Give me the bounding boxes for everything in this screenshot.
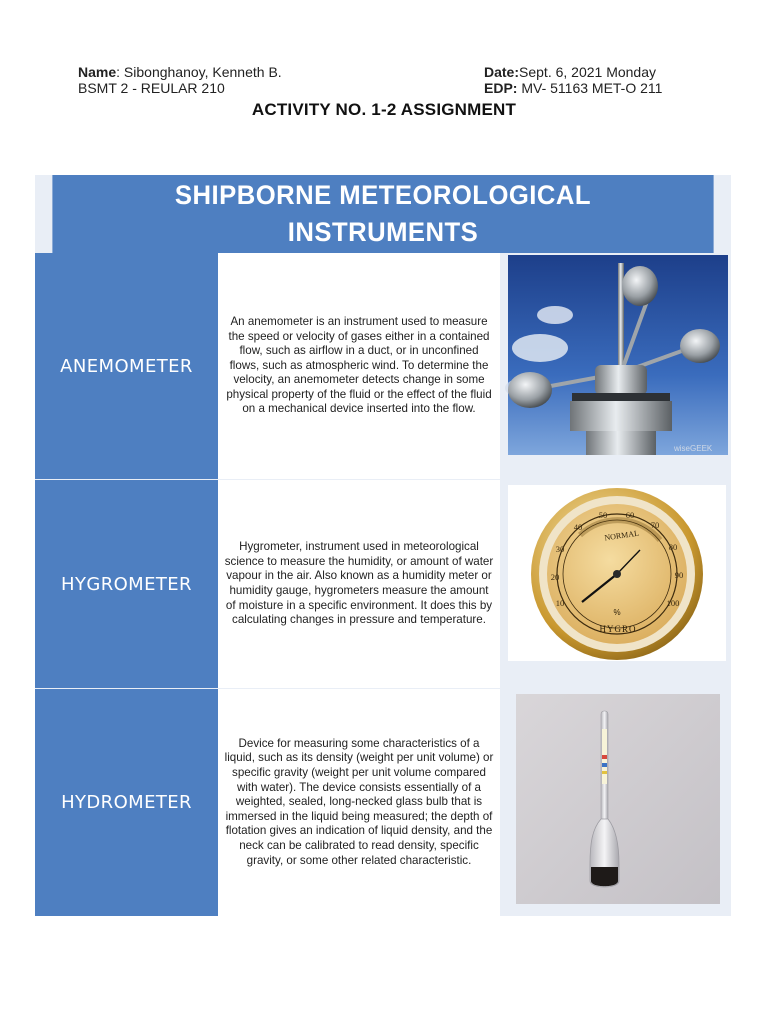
table-row-hygrometer [35,480,731,688]
hydrometer-picture [500,689,731,916]
edp-line [484,80,662,96]
dial-number: 50 [598,510,608,520]
description-text: Hygrometer, instrument used in meteorological science to measure the humidity, or amount of water vapour in the air. Also known as a humidity meter or humidity gauge, hygrometers measure the amount of moisture in a specific environment. It does this by calculating changes in pressure and temperature. [224,540,494,627]
edp-label: EDP: [484,80,518,96]
activity-title: ACTIVITY NO. 1-2 ASSIGNMENT [251,100,517,119]
dial-number: 80 [668,542,678,552]
description-text: An anemometer is an instrument used to measure the speed or velocity of gases either in a contained flow, such as airflow in a duct, or in unconfined flows, such as atmospheric wind. To determine the velocity, an anemometer detects change in some physical property of the fluid or the effect of the fluid on a mechanical device inserted into the flow. [226,314,492,416]
hygrometer-picture [500,480,731,688]
dial-hygro-text: HYGRO [599,624,637,634]
dial-normal-text: NORMAL [603,528,640,543]
banner-line-1: SHIPBORNE METEOROLOGICAL [174,180,592,210]
anemometer-image [500,253,731,479]
dial-percent-text: % [613,608,621,617]
course-line: BSMT 2 - REULAR 210 [78,80,225,96]
hygrometer-image [500,480,731,688]
hydrometer-image [500,689,731,916]
edp-value: MV- 51163 MET-O 211 [517,80,663,96]
dial-number: 100 [666,598,680,608]
dial-number: 70 [650,520,660,530]
dial-number: 20 [550,572,560,582]
dial-number: 60 [625,510,635,520]
table-banner [52,175,713,253]
date-line [484,64,656,80]
instrument-description-hydrometer [218,689,500,916]
dial-number: 30 [555,544,565,554]
instrument-name-hydrometer: HYDROMETER [35,689,218,916]
dial-number: 90 [674,570,684,580]
dial-number: 40 [573,522,583,532]
date-value: Sept. 6, 2021 Monday [519,64,657,80]
table-row-anemometer [35,253,731,479]
table-row-hydrometer [35,689,731,916]
name-value: : Sibonghanoy, Kenneth B. [116,64,282,80]
name-line [78,64,282,80]
date-label: Date: [484,64,520,80]
instrument-description-hygrometer [218,480,500,688]
instrument-description-anemometer [218,253,500,479]
anemometer-picture [500,253,731,479]
watermark-text: wiseGEEK [674,444,713,453]
instruments-table [35,175,731,916]
instrument-name-hygrometer: HYGROMETER [35,480,218,688]
description-text: Device for measuring some characteristics of a liquid, such as its density (weight per unit volume) or specific gravity (weight per unit volume compared with water). The device consists essentially of a weighted, sealed, long-necked glass bulb that is immersed in the liquid being measured; the depth of flotation gives an indication of liquid density, and the neck can be calibrated to read density, specific gravity, or some other related characteristic. [224,736,494,867]
dial-number: 10 [555,598,565,608]
name-label: Name [78,64,117,80]
instrument-name-anemometer: ANEMOMETER [35,253,218,479]
banner-line-2: INSTRUMENTS [287,217,479,247]
